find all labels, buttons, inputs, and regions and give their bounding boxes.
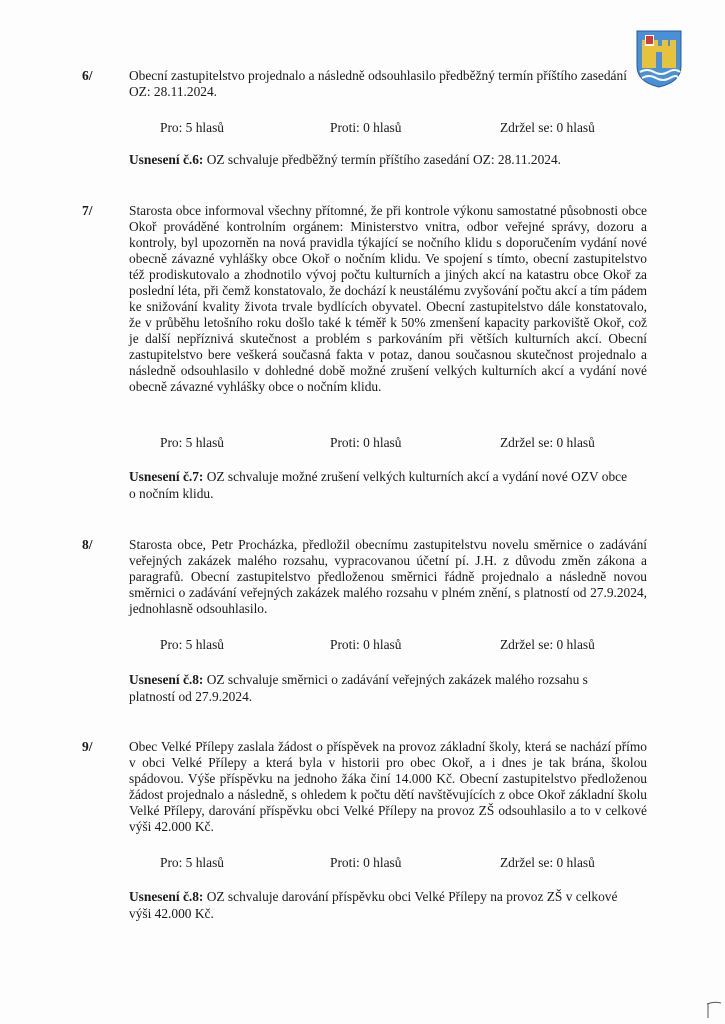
resolution-text: OZ schvaluje možné zrušení velkých kulturních akcí a vydání nové OZV obce o nočním klidu.	[129, 469, 628, 501]
resolution-text: OZ schvaluje předběžný termín příštího zasedání OZ: 28.11.2024.	[203, 152, 562, 167]
votes-for: Pro: 5 hlasů	[160, 855, 224, 870]
votes-abstain: Zdržel se: 0 hlasů	[500, 435, 595, 450]
resolution-label: Usnesení č.6:	[129, 152, 204, 167]
resolution-label: Usnesení č.7:	[129, 469, 204, 484]
item-text: Starosta obce, Petr Procházka, předložil obecnímu zastupitelstvu novelu směrnice o zadávání veřejných zakázek malého rozsahu, vypracovanou účetní pí. J.H. z důvodu změn zákona a paragrafů. Obecní zastupitelstvo předloženou směrnici řádně projednalo a následně novou směrnici o zadávání veřejných zakázek malého rozsahu v plném znění, s platností od 27.9.2024, jednohlasně odsouhlasilo.	[129, 537, 647, 616]
vote-results	[160, 855, 640, 873]
votes-for: Pro: 5 hlasů	[160, 435, 224, 450]
item-text: Starosta obce informoval všechny přítomné, že při kontrole výkonu samostatné působnosti obce Okoř prováděné kontrolním orgánem: Ministerstvo vnitra, odbor veřejné správy, dozoru a kontroly, byl upozorněn na nová pravidla týkající se nočního klidu s doporučením vydání nové obecně závazné vyhlášky obce Okoř o nočním klidu. Ve spojení s tímto, obecní zastupitelstvo též prodiskutovalo a zhodnotilo vývoj počtu kulturních a jiných akcí na katastru obce Okoř za poslední léta, při čemž konstatovalo, že dochází k neustálému zvyšování počtu akcí a tím pádem ke snižování kvality života trvale bydlících obyvatel. Obecní zastupitelstvo dále konstatovalo, že v průběhu letošního roku došlo také k téměř k 50% zmenšení kapacity parkoviště Okoř, což je další nepříznivá skutečnost a problém s parkováním při větších kulturních akcí. Obecní zastupitelstvo bere veškerá současná fakta v potaz, danou současnou skutečnost projednalo a následně odsouhlasilo v dohledné době možné zrušení velkých kulturních akcí a vydání nové obecně závazné vyhlášky obce o nočním klidu.	[129, 203, 647, 394]
votes-for: Pro: 5 hlasů	[160, 120, 224, 135]
resolution-text: OZ schvaluje darování příspěvku obci Velké Přílepy na provoz ZŠ v celkové výši 42.000 Kč.	[129, 889, 618, 921]
resolution	[129, 889, 629, 922]
vote-results	[160, 435, 640, 453]
votes-against: Proti: 0 hlasů	[330, 435, 402, 450]
votes-against: Proti: 0 hlasů	[330, 120, 402, 135]
resolution-label: Usnesení č.8:	[129, 889, 204, 904]
resolution	[129, 152, 649, 169]
item-number: 8/	[82, 537, 93, 552]
corner-scan-mark	[705, 1000, 723, 1020]
vote-results	[160, 637, 640, 655]
votes-abstain: Zdržel se: 0 hlasů	[500, 637, 595, 652]
item-number: 6/	[82, 68, 93, 83]
votes-abstain: Zdržel se: 0 hlasů	[500, 120, 595, 135]
resolution-label: Usnesení č.8:	[129, 672, 204, 687]
resolution	[129, 469, 629, 502]
votes-against: Proti: 0 hlasů	[330, 637, 402, 652]
item-number: 7/	[82, 203, 93, 218]
votes-for: Pro: 5 hlasů	[160, 637, 224, 652]
votes-abstain: Zdržel se: 0 hlasů	[500, 855, 595, 870]
item-number: 9/	[82, 739, 93, 754]
item-text: Obecní zastupitelstvo projednalo a následně odsouhlasilo předběžný termín příštího zasedání OZ: 28.11.2024.	[129, 68, 627, 99]
vote-results	[160, 120, 640, 138]
resolution-text: OZ schvaluje směrnici o zadávání veřejných zakázek malého rozsahu s platností od 27.9.2024.	[129, 672, 588, 704]
votes-against: Proti: 0 hlasů	[330, 855, 402, 870]
resolution	[129, 672, 629, 705]
item-text: Obec Velké Přílepy zaslala žádost o příspěvek na provoz základní školy, která se nachází přímo v obci Velké Přílepy a která byla v historii pro obec Okoř, a i dnes je tak brána, školou spádovou. Výše příspěvku na jednoho žáka činí 14.000 Kč. Obecní zastupitelstvo předloženou žádost projednalo a následně, s ohledem k počtu dětí navštěvujících z obce Okoř základní školu Velké Přílepy, darování příspěvku obci Velké Přílepy na provoz ZŠ odsouhlasilo a to v celkové výši 42.000 Kč.	[129, 739, 647, 834]
